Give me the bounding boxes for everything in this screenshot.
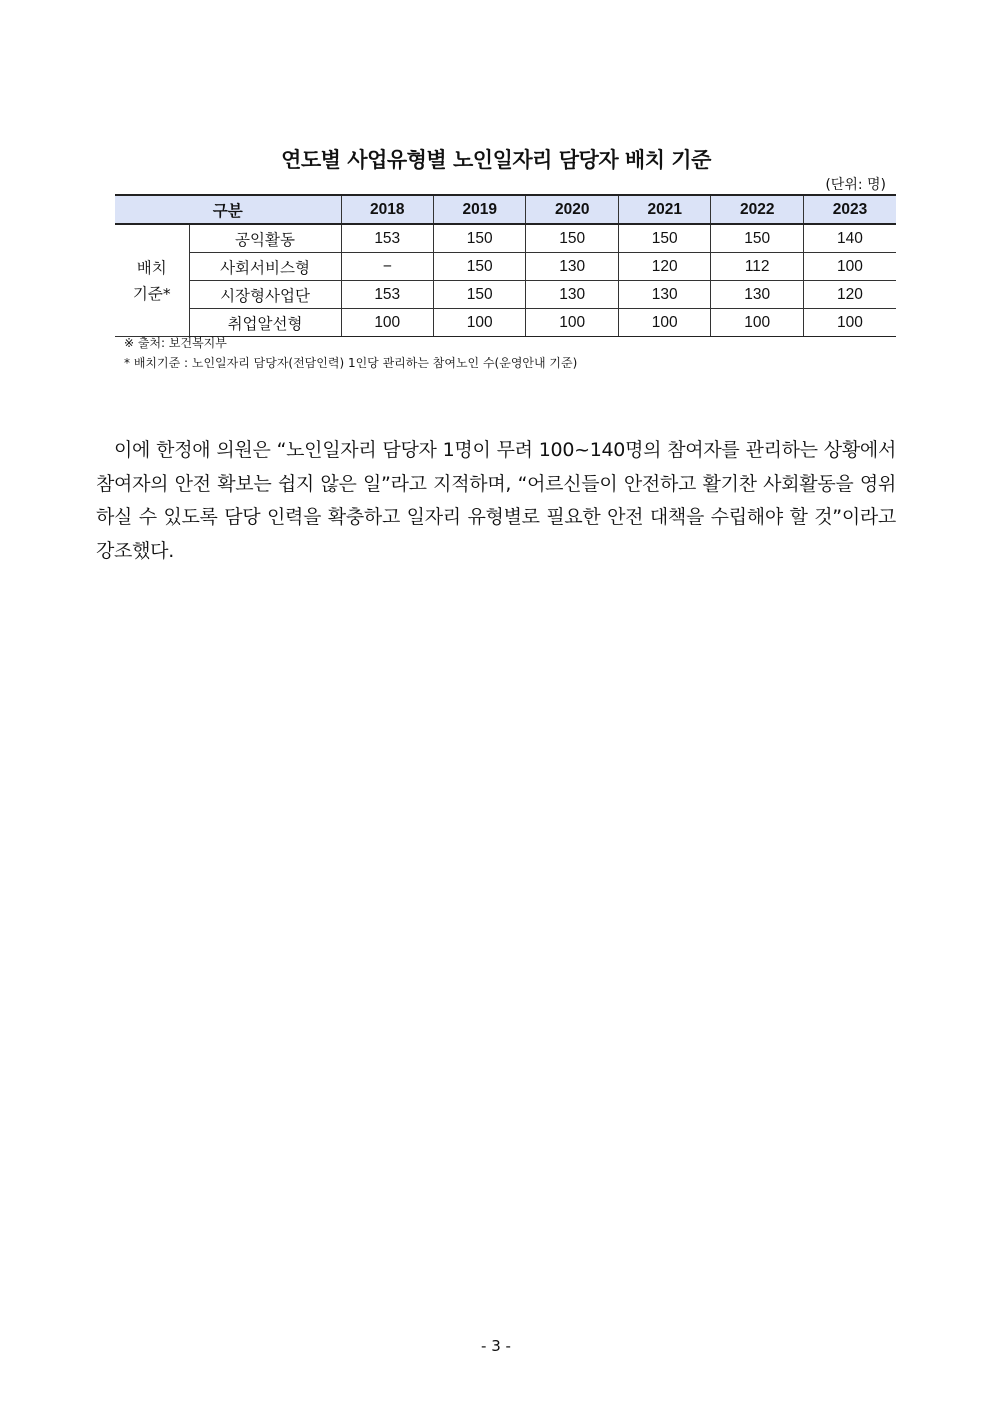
table-cell: 130 <box>618 281 710 309</box>
row-label: 사회서비스형 <box>189 253 341 281</box>
table-cell: 150 <box>434 253 526 281</box>
table-notes <box>124 333 577 373</box>
table-cell: 120 <box>803 281 896 309</box>
table-cell: 153 <box>341 224 433 253</box>
table-cell: 100 <box>526 309 618 337</box>
table-cell: 100 <box>341 309 433 337</box>
header-year: 2022 <box>711 195 803 224</box>
header-year: 2018 <box>341 195 433 224</box>
table-row <box>115 224 896 253</box>
staffing-standard-table <box>115 194 896 337</box>
group-label-line: 배치 <box>136 258 167 277</box>
body-paragraph: 이에 한정애 의원은 “노인일자리 담당자 1명이 무려 100~140명의 참여자를 관리하는 상황에서 참여자의 안전 확보는 쉽지 않은 일”라고 지적하며, “어르신들이 안전하고 활기찬 사회활동을 영위하실 수 있도록 담당 인력을 확충하고 일자리 유형별로 필요한 안전 대책을 수립해야 할 것”이라고 강조했다. <box>96 439 896 562</box>
table-cell: 140 <box>803 224 896 253</box>
table-cell: 150 <box>618 224 710 253</box>
table-cell: 130 <box>711 281 803 309</box>
table-row <box>115 281 896 309</box>
header-year: 2023 <box>803 195 896 224</box>
source-note: ※ 출처: 보건복지부 <box>124 336 227 350</box>
header-year: 2021 <box>618 195 710 224</box>
table-cell: − <box>341 253 433 281</box>
row-label: 취업알선형 <box>189 309 341 337</box>
table-cell: 130 <box>526 253 618 281</box>
group-label-line: 기준* <box>132 284 171 303</box>
header-category: 구분 <box>115 195 341 224</box>
table-cell: 153 <box>341 281 433 309</box>
table-title: 연도별 사업유형별 노인일자리 담당자 배치 기준 <box>281 148 711 172</box>
row-label: 시장형사업단 <box>189 281 341 309</box>
table-cell: 130 <box>526 281 618 309</box>
page-number: - 3 - <box>481 1337 511 1355</box>
table-cell: 100 <box>803 309 896 337</box>
footnote: * 배치기준 : 노인일자리 담당자(전담인력) 1인당 관리하는 참여노인 수(운영안내 기준) <box>124 356 578 370</box>
table-cell: 150 <box>711 224 803 253</box>
table-cell: 100 <box>803 253 896 281</box>
table-cell: 100 <box>618 309 710 337</box>
table-row <box>115 253 896 281</box>
table-cell: 150 <box>434 281 526 309</box>
group-label <box>115 224 189 337</box>
table-cell: 120 <box>618 253 710 281</box>
table-cell: 100 <box>711 309 803 337</box>
table-cell: 100 <box>434 309 526 337</box>
table-cell: 150 <box>434 224 526 253</box>
table-header-row <box>115 195 896 224</box>
header-year: 2019 <box>434 195 526 224</box>
row-label: 공익활동 <box>189 224 341 253</box>
header-year: 2020 <box>526 195 618 224</box>
unit-label: (단위: 명) <box>825 177 886 193</box>
table-cell: 150 <box>526 224 618 253</box>
table-cell: 112 <box>711 253 803 281</box>
